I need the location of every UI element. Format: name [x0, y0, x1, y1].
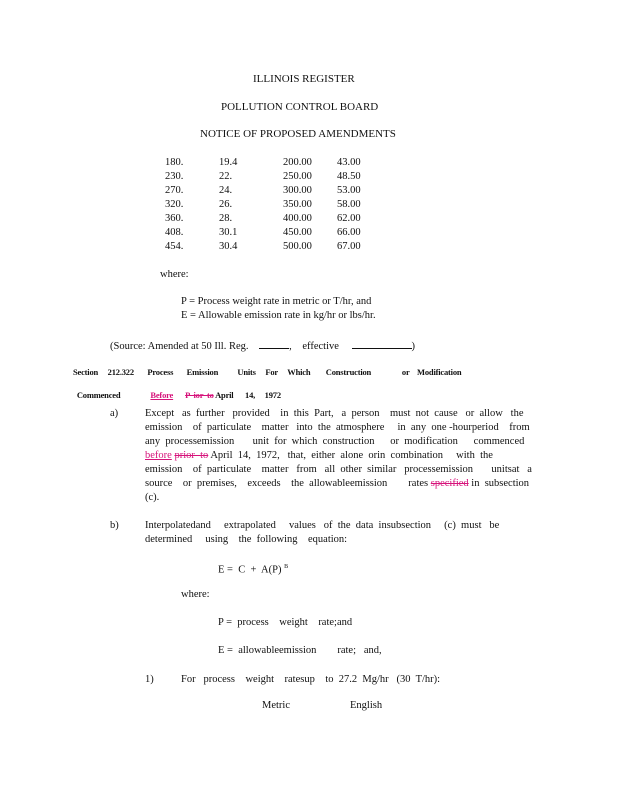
- table-cell: 28.: [219, 213, 233, 224]
- section-heading-line2: [73, 380, 281, 400]
- column-metric: Metric: [262, 700, 290, 711]
- para-a-line6-post: in subsection: [468, 478, 530, 489]
- definition-p: P = Process weight rate in metric or T/hr, and: [181, 296, 372, 307]
- table-cell: 66.00: [337, 227, 361, 238]
- inserted-before: before: [145, 450, 172, 461]
- table-cell: 250.00: [283, 171, 312, 182]
- table-cell: 26.: [219, 199, 233, 210]
- para-a-line7: (c).: [145, 492, 160, 503]
- table-cell: 408.: [165, 227, 184, 238]
- equation-main: E = C + A(P): [218, 564, 282, 576]
- source-note: [110, 338, 415, 354]
- table-cell: 62.00: [337, 213, 361, 224]
- table-cell: 180.: [165, 157, 184, 168]
- table-cell: 30.4: [219, 241, 238, 252]
- table-cell: 30.1: [219, 227, 238, 238]
- para-a-line4-rest: April 14, 1972, that, either alone orin combination with the: [208, 450, 493, 461]
- equation-exponent: B: [284, 564, 289, 570]
- inserted-before: Before: [150, 390, 174, 400]
- table-cell: 300.00: [283, 185, 312, 196]
- deleted-prior-to: prior to: [174, 450, 209, 461]
- definition-p-2: P = process weight rate;and: [218, 617, 353, 628]
- deleted-specified: specified: [430, 478, 469, 489]
- table-cell: 230.: [165, 171, 184, 182]
- definition-e-2: E = allowableemission rate; and,: [218, 645, 382, 656]
- table-cell: 200.00: [283, 157, 312, 168]
- para-b-line2: determined using the following equation:: [145, 534, 348, 545]
- para-b-line1: Interpolatedand extrapolated values of the data insubsection (c) must be: [145, 520, 500, 531]
- para-a-label: a): [110, 408, 119, 419]
- item-1-label: 1): [145, 674, 154, 685]
- para-a-line3: any processemission unit for which construction or modification commenced: [145, 436, 525, 447]
- table-cell: 22.: [219, 171, 233, 182]
- para-a-line2: emission of particulate matter into the atmosphere in any one -hourperiod from: [145, 422, 530, 433]
- deleted-prior-to: P ior to: [185, 390, 214, 400]
- board-title: POLLUTION CONTROL BOARD: [221, 101, 379, 113]
- table-cell: 53.00: [337, 185, 361, 196]
- blank-line: [352, 338, 412, 349]
- source-comma: ,: [289, 341, 292, 352]
- blank-line: [259, 338, 289, 349]
- equation: [218, 560, 288, 578]
- para-a-line6-pre: source or premises, exceeds the allowableemission rates: [145, 478, 431, 489]
- table-cell: 320.: [165, 199, 184, 210]
- where-label: where:: [160, 269, 189, 280]
- table-cell: 350.00: [283, 199, 312, 210]
- table-cell: 270.: [165, 185, 184, 196]
- para-a-line4: [145, 449, 493, 463]
- para-a-line1: Except as further provided in this Part, a person must not cause or allow the: [145, 408, 524, 419]
- definition-e: E = Allowable emission rate in kg/hr or lbs/hr.: [181, 310, 376, 321]
- table-cell: 454.: [165, 241, 184, 252]
- register-title: ILLINOIS REGISTER: [253, 73, 355, 85]
- table-cell: 24.: [219, 185, 233, 196]
- where-label-2: where:: [181, 589, 210, 600]
- table-cell: 58.00: [337, 199, 361, 210]
- source-effective: effective: [302, 341, 339, 352]
- column-english: English: [350, 700, 383, 711]
- section-heading: Section 212.322 Process Emission Units For Which Construction or Modification: [73, 367, 462, 377]
- table-cell: 67.00: [337, 241, 361, 252]
- commenced-text: Commenced: [76, 390, 121, 400]
- para-a-line6: [145, 477, 529, 491]
- source-close: ): [411, 341, 416, 352]
- table-cell: 19.4: [219, 157, 238, 168]
- table-cell: 400.00: [283, 213, 312, 224]
- source-prefix: (Source: Amended at 50 Ill. Reg.: [110, 341, 249, 352]
- heading-date: April 14, 1972: [213, 390, 281, 400]
- item-1-text: For process weight ratesup to 27.2 Mg/hr (30 T/hr):: [181, 674, 441, 685]
- notice-title: NOTICE OF PROPOSED AMENDMENTS: [200, 128, 396, 140]
- table-cell: 360.: [165, 213, 184, 224]
- table-cell: 500.00: [283, 241, 312, 252]
- table-cell: 43.00: [337, 157, 361, 168]
- table-cell: 450.00: [283, 227, 312, 238]
- table-cell: 48.50: [337, 171, 361, 182]
- para-a-line5: emission of particulate matter from all other similar processemission unitsat a: [145, 464, 532, 475]
- para-b-label: b): [110, 520, 119, 531]
